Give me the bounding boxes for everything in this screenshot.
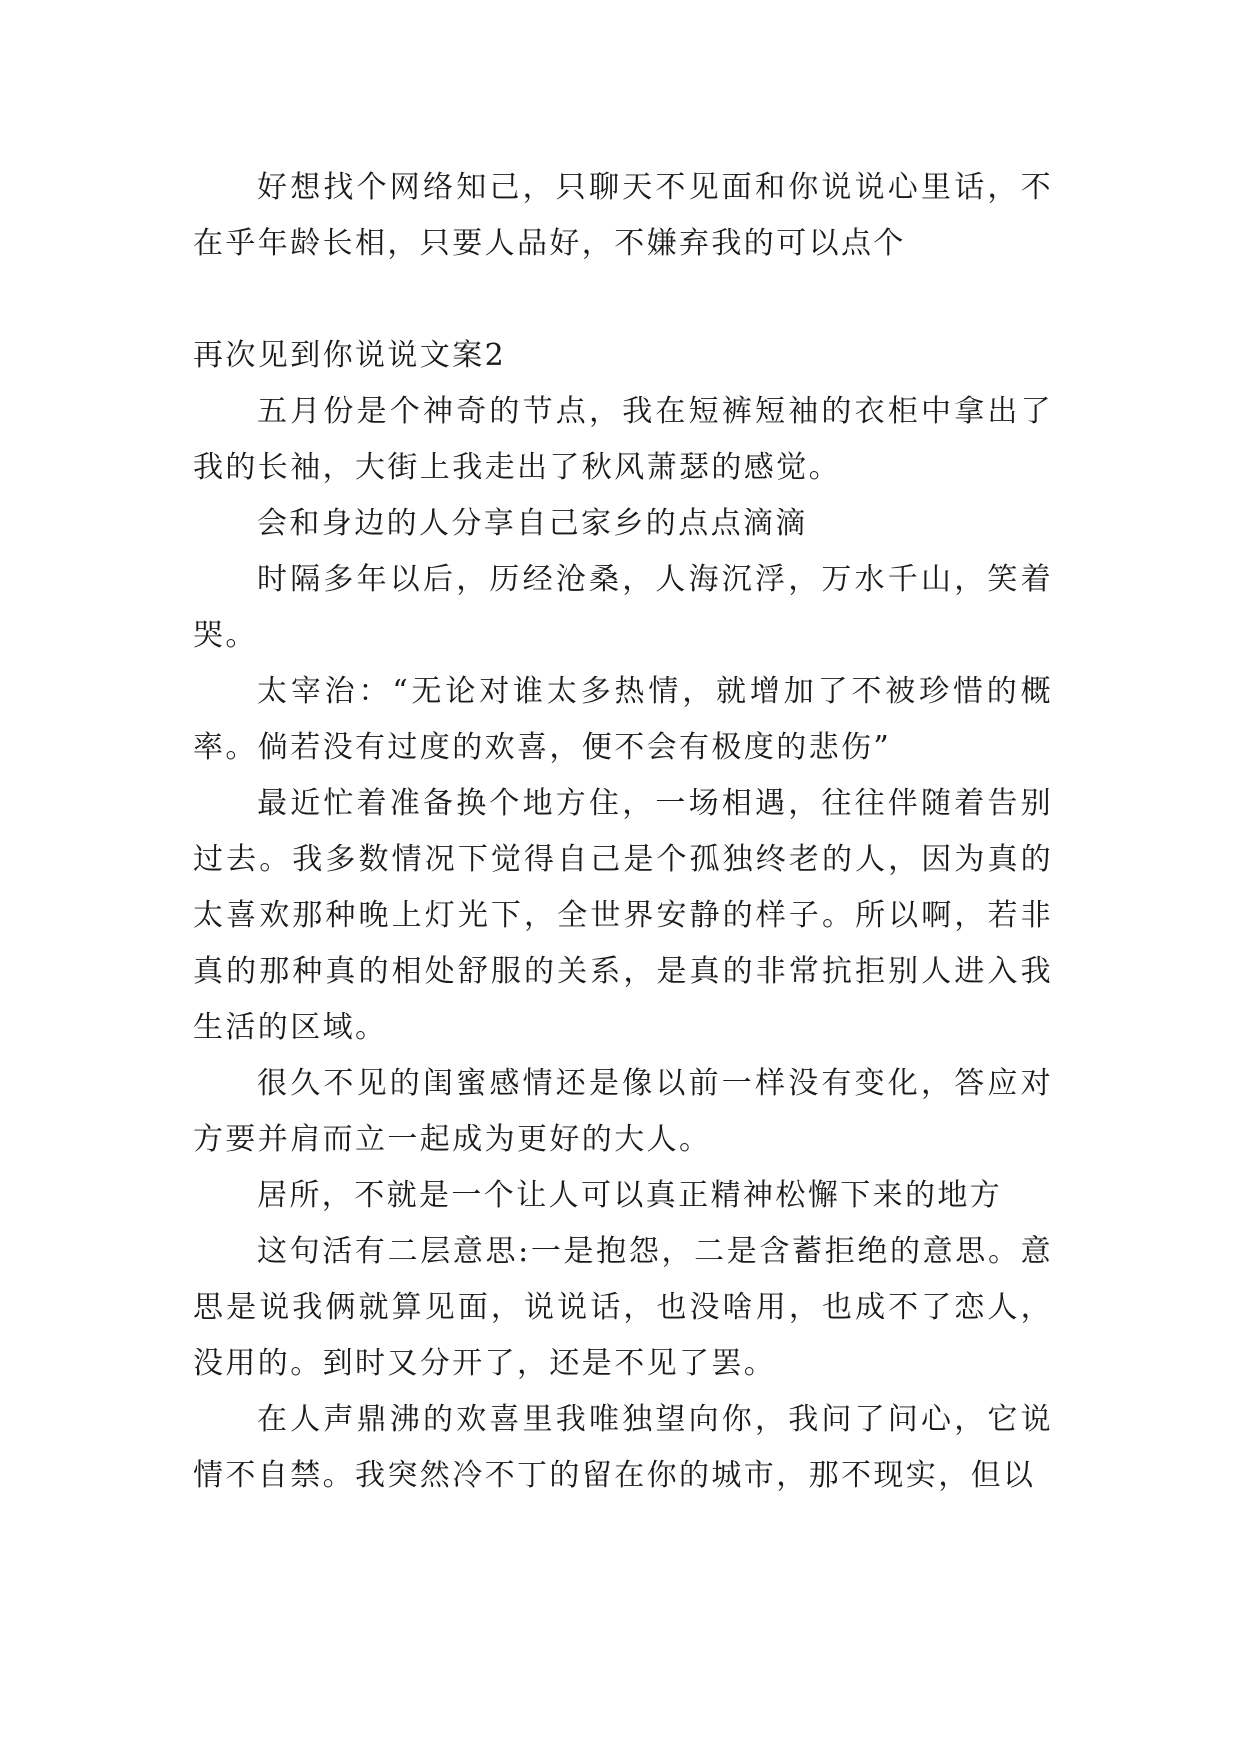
paragraph-intro: 好想找个网络知己，只聊天不见面和你说说心里话，不在乎年龄长相，只要人品好，不嫌弃我的可以点个 bbox=[193, 170, 1053, 261]
paragraph: 这句活有二层意思:一是抱怨，二是含蓄拒绝的意思。意思是说我俩就算见面，说说话，也没啥用，也成不了恋人，没用的。到时又分开了，还是不见了罢。 bbox=[193, 1234, 1053, 1381]
document-body bbox=[193, 160, 1053, 1504]
section-heading: 再次见到你说说文案2 bbox=[193, 338, 507, 373]
paragraph: 时隔多年以后，历经沧桑，人海沉浮，万水千山，笑着哭。 bbox=[193, 562, 1053, 653]
paragraph: 会和身边的人分享自己家乡的点点滴滴 bbox=[257, 506, 808, 541]
paragraph: 最近忙着准备换个地方住，一场相遇，往往伴随着告别过去。我多数情况下觉得自己是个孤独终老的人，因为真的太喜欢那种晚上灯光下，全世界安静的样子。所以啊，若非真的那种真的相处舒服的关系，是真的非常抗拒别人进入我生活的区域。 bbox=[193, 786, 1053, 1045]
paragraph: 五月份是个神奇的节点，我在短裤短袖的衣柜中拿出了我的长袖，大街上我走出了秋风萧瑟的感觉。 bbox=[193, 394, 1053, 485]
paragraph: 在人声鼎沸的欢喜里我唯独望向你，我问了问心，它说情不自禁。我突然冷不丁的留在你的城市，那不现实，但以 bbox=[193, 1402, 1053, 1493]
paragraph: 太宰治：“无论对谁太多热情，就增加了不被珍惜的概率。倘若没有过度的欢喜，便不会有极度的悲伤” bbox=[193, 674, 1053, 765]
paragraph: 居所，不就是一个让人可以真正精神松懈下来的地方 bbox=[257, 1178, 1003, 1213]
paragraph: 很久不见的闺蜜感情还是像以前一样没有变化，答应对方要并肩而立一起成为更好的大人。 bbox=[193, 1066, 1053, 1157]
